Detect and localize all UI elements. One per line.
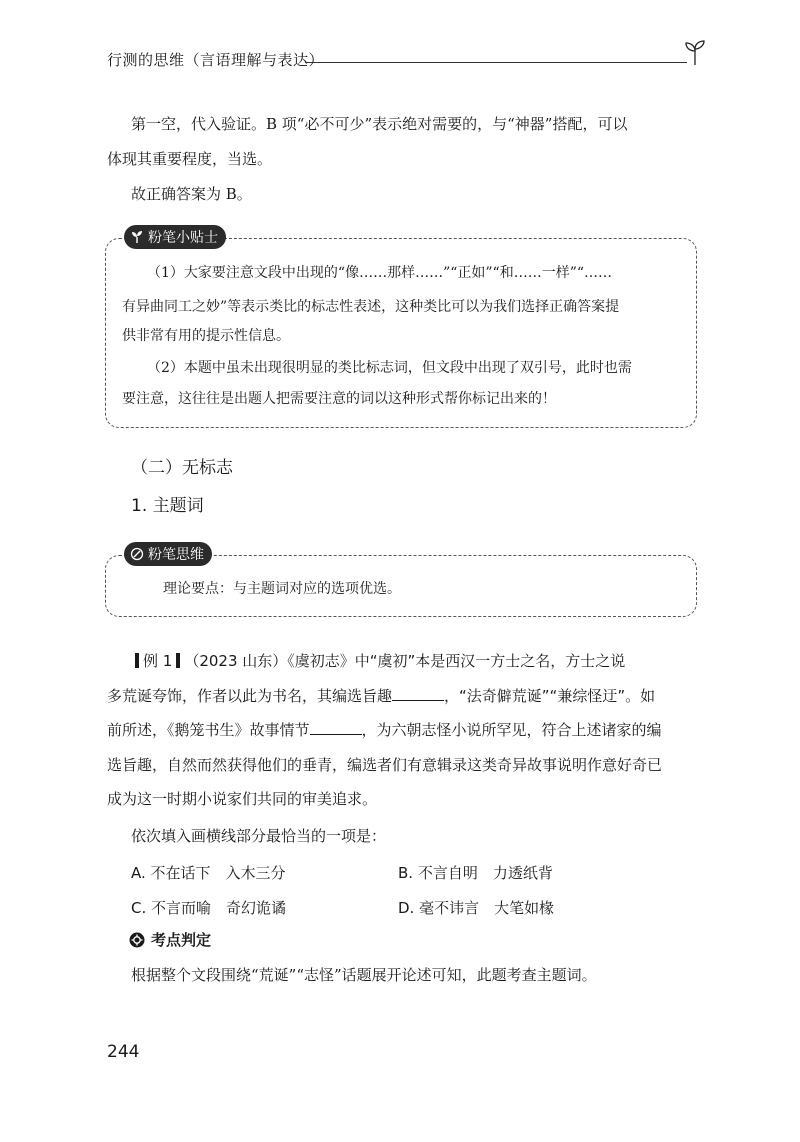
option-b: B. 不言自明 力透纸背: [398, 864, 553, 882]
question-prompt: 依次填入画横线部分最恰当的一项是：: [131, 827, 387, 845]
section-subheading: 1. 主题词: [131, 496, 204, 516]
tip-label: 粉笔小贴士: [148, 230, 218, 246]
example-bar-right: [176, 653, 180, 668]
example-line-4: 选旨趣，自然而然获得他们的垂青，编选者们有意辑录这类奇异故事说明作意好奇已: [107, 756, 663, 774]
example-line-3: [107, 721, 662, 739]
analysis-label: 考点判定: [151, 931, 212, 949]
tip-p1-line1: （1）大家要注意文段中出现的“像……那样……”“正如”“和……一样”“……: [147, 265, 613, 281]
blank-1: [392, 699, 444, 701]
thinking-text: 理论要点：与主题词对应的选项优选。: [163, 581, 401, 597]
thinking-tag: [124, 542, 212, 566]
example-line-3-before: 前所述，《鹅笼书生》故事情节: [107, 721, 310, 739]
header-title: 行测的思维（言语理解与表达）: [107, 51, 325, 69]
tip-p1-line3: 供非常有用的提示性信息。: [122, 328, 290, 344]
example-line-5: 成为这一时期小说家们共同的审美追求。: [107, 790, 378, 808]
answer-line-1: 第一空，代入验证。B 项“必不可少”表示绝对需要的，与“神器”搭配，可以: [131, 115, 628, 133]
example-label: 例 1: [143, 652, 173, 670]
thinking-label: 粉笔思维: [148, 547, 204, 563]
answer-line-2: 体现其重要程度，当选。: [107, 150, 273, 168]
section-heading: （二）无标志: [131, 458, 233, 478]
running-header: [107, 46, 707, 76]
blank-2: [310, 733, 362, 735]
tip-tag: [124, 225, 226, 249]
example-line-2-before: 多荒诞夸饰，作者以此为书名，其编选旨趣: [107, 687, 393, 705]
option-a: A. 不在话下 入木三分: [131, 864, 286, 882]
header-rule: [305, 62, 687, 63]
tip-p2-line1: （2）本题中虽未出现很明显的类比标志词，但文段中出现了双引号，此时也需: [147, 360, 632, 376]
sprout-icon: [130, 230, 144, 244]
example-source: （2023 山东）《虞初志》中“虞初”本是西汉一方士之名，方士之说: [184, 652, 626, 670]
target-icon: [129, 932, 145, 948]
pencil-icon: [130, 547, 144, 561]
page-number: 244: [107, 1042, 140, 1062]
tip-p1-line2: 有异曲同工之妙”等表示类比的标志性表述，这种类比可以为我们选择正确答案提: [122, 299, 620, 315]
example-line-3-after: ，为六朝志怪小说所罕见，符合上述诸家的编: [361, 721, 662, 739]
tip-p2-line2: 要注意，这往往是出题人把需要注意的词以这种形式帮你标记出来的！: [122, 391, 556, 407]
answer-conclusion: 故正确答案为 B。: [131, 185, 252, 203]
option-d: D. 毫不讳言 大笔如椽: [398, 899, 555, 917]
example-bar-left: [135, 653, 139, 668]
example-line-1: [131, 652, 625, 670]
analysis-text: 根据整个文段围绕“荒诞”“志怪”话题展开论述可知，此题考查主题词。: [131, 966, 597, 984]
sprout-icon: [683, 40, 707, 66]
example-line-2-after: ，“法奇僻荒诞”“兼综怪迂”。如: [444, 687, 656, 705]
option-c: C. 不言而喻 奇幻诡谲: [131, 899, 287, 917]
example-line-2: [107, 687, 655, 705]
